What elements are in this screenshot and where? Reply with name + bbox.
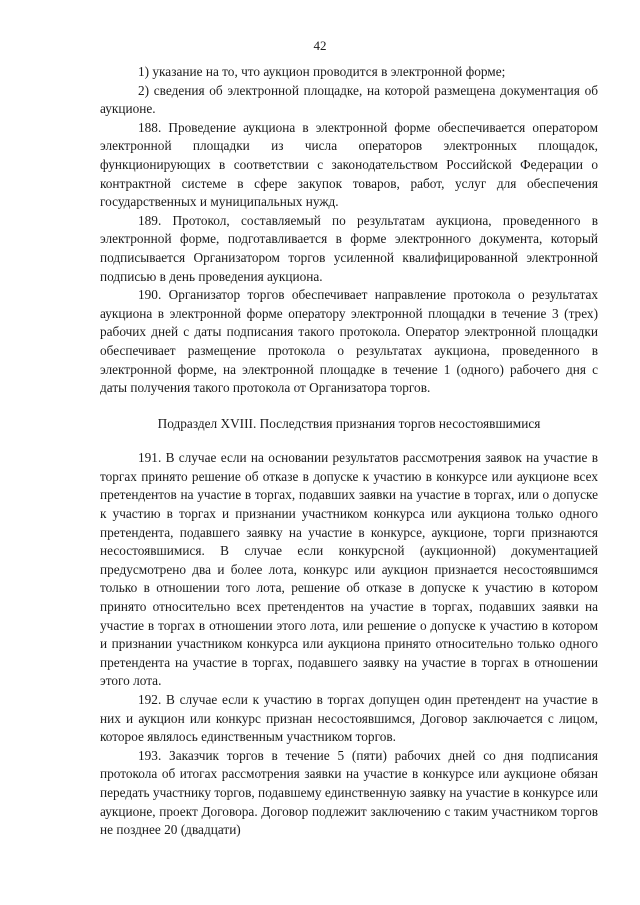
paragraph-188: 188. Проведение аукциона в электронной форме обеспечивается оператором электронной площадки из числа операторов электронных площадок, функционирующих в соответствии с законодательством Российской Федерации о контрактной системе в сфере закупок товаров, работ, услуг для обеспечения государственных и муниципальных нужд. xyxy=(100,119,598,210)
page-number: 42 xyxy=(313,38,327,53)
document-body xyxy=(100,63,598,840)
paragraph-189: 189. Протокол, составляемый по результатам аукциона, проведенного в электронной форме, подготавливается в форме электронного документа, который подписывается Организатором торгов усиленной квалифицированной электронной подписью в день проведения аукциона. xyxy=(100,212,598,284)
paragraph-192: 192. В случае если к участию в торгах допущен один претендент на участие в них и аукцион или конкурс признан несостоявшимся, Договор заключается с лицом, которое являлось единственным участником торгов. xyxy=(100,692,598,745)
paragraph-193: 193. Заказчик торгов в течение 5 (пяти) рабочих дней со дня подписания протокола об итогах рассмотрения заявки на участие в конкурсе или аукционе обязан передать участнику торгов, подавшему единственную заявку на участие в конкурсе или аукционе, проект Договора. Договор подлежит заключению с таким участником торгов не позднее 20 (двадцати) xyxy=(100,747,598,838)
paragraph-190: 190. Организатор торгов обеспечивает направление протокола о результатах аукциона в электронной форме оператору электронной площадки в течение 3 (трех) рабочих дней с даты подписания такого протокола. Оператор электронной площадки обеспечивает размещение протокола о результатах аукциона, проведенного в электронной форме, на электронной площадке в течение 1 (одного) рабочего дня с даты получения такого протокола от Организатора торгов. xyxy=(100,287,598,396)
paragraph-item-2: 2) сведения об электронной площадке, на которой размещена документация об аукционе. xyxy=(100,82,598,117)
paragraph-item-1: 1) указание на то, что аукцион проводится в электронной форме; xyxy=(138,64,506,79)
paragraph-191: 191. В случае если на основании результатов рассмотрения заявок на участие в торгах принято решение об отказе в допуске к участию в конкурсе или аукционе всех претендентов на участие в торгах, подавших заявки на участие в торгах, или о допуске к участию в торгах и признании участником конкурса или аукциона только одного претендента, подавшего заявку на участие в конкурсе, аукционе, торги признаются несостоявшимися. В случае если конкурсной (аукционной) документацией предусмотрено два и более лота, конкурс или аукцион признается несостоявшимся только в отношении того лота, решение об отказе в допуске к участию в котором принято относительно всех претендентов на участие в торгах, подавших заявки на участие в торгах в отношении этого лота, или решение о допуске к участию в котором и признании участником конкурса или аукциона принято относительно только одного претендента на участие в торгах, подавшего заявку на участие в торгах в отношении этого лота. xyxy=(100,450,598,689)
subsection-heading: Подраздел XVIII. Последствия признания торгов несостоявшимися xyxy=(157,415,541,431)
